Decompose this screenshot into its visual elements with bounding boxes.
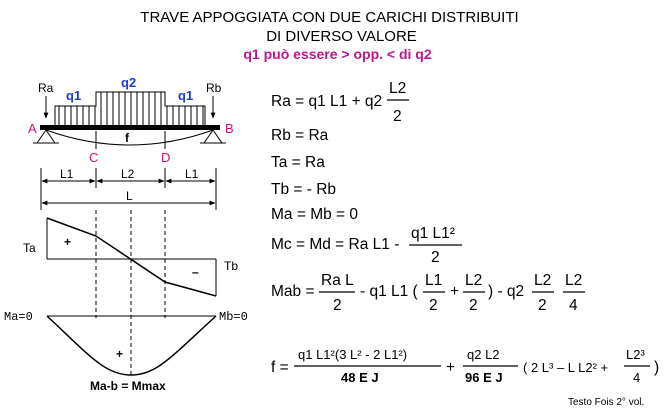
- reaction-label-a: Ra: [38, 81, 54, 95]
- formula-mab-f4-den: 2: [538, 297, 547, 314]
- deflection-curve: [46, 130, 213, 145]
- formula-mab-f2-den: 2: [429, 297, 438, 314]
- footnote: Testo Fois 2° vol.: [568, 397, 645, 408]
- formula-tb: Tb = - Rb: [271, 181, 337, 198]
- formula-mc-den: 2: [431, 249, 440, 266]
- formula-mab-mid: - q1 L1 (: [360, 283, 418, 300]
- moment-plus: +: [116, 347, 124, 361]
- deflection-label: f: [125, 131, 129, 145]
- formula-f-paren: ( 2 L³ – L L2² +: [523, 360, 609, 375]
- formula-f-t2-num: q2 L2: [467, 347, 500, 362]
- formula-mab-f5-den: 4: [569, 297, 578, 314]
- subtitle: q1 può essere > opp. < di q2: [243, 46, 432, 62]
- shear-label-a: Ta: [23, 241, 36, 255]
- formula-f-plus: +: [446, 359, 456, 376]
- formula-ra-num: L2: [389, 80, 407, 97]
- point-label-c: C: [89, 150, 99, 165]
- shear-minus: –: [192, 265, 199, 279]
- support-label-b: B: [225, 121, 234, 136]
- point-label-d: D: [161, 150, 171, 165]
- formula-mab-f2-num: L1: [425, 272, 443, 289]
- formula-f-t3-num: L2³: [626, 347, 645, 362]
- shear-plus: +: [64, 235, 72, 249]
- formula-ma-mb: Ma = Mb = 0: [271, 206, 359, 223]
- dimension-l1-right: L1: [185, 167, 199, 181]
- formula-mab-f3-den: 2: [469, 297, 478, 314]
- load-label-q2: q2: [121, 75, 137, 90]
- formula-ra-den: 2: [393, 108, 402, 125]
- beam: [40, 125, 220, 130]
- title-line-1: TRAVE APPOGGIATA CON DUE CARICHI DISTRIBUITI: [140, 9, 519, 26]
- formula-mc-num: q1 L1²: [411, 225, 455, 242]
- moment-max-label: Ma-b = Mmax: [90, 379, 166, 393]
- formula-mab-f5-num: L2: [565, 272, 583, 289]
- dimension-total: L: [126, 189, 133, 203]
- moment-label-b: Mb=0: [219, 310, 248, 324]
- formula-mab-plus: +: [450, 283, 460, 300]
- shear-label-b: Tb: [224, 259, 239, 273]
- formula-f-close: ): [654, 359, 660, 376]
- dimension-l1-left: L1: [60, 167, 74, 181]
- title-line-2: DI DIVERSO VALORE: [266, 28, 417, 45]
- dimension-l2: L2: [121, 167, 135, 181]
- support-label-a: A: [28, 121, 37, 136]
- formula-f-t1-num: q1 L1²(3 L² - 2 L1²): [298, 347, 408, 362]
- load-label-q1-right: q1: [178, 88, 194, 103]
- reaction-label-b: Rb: [206, 81, 222, 95]
- formula-f-t1-den: 48 E J: [341, 370, 379, 385]
- shear-curve: [47, 218, 216, 296]
- formula-mab: Mab =: [271, 283, 315, 300]
- load-label-q1-left: q1: [66, 88, 82, 103]
- formula-f-t3-den: 4: [633, 370, 641, 385]
- formula-rb: Rb = Ra: [271, 127, 329, 144]
- formula-mab-f3-num: L2: [465, 272, 483, 289]
- guide-lines: [96, 210, 165, 378]
- moment-label-a: Ma=0: [4, 310, 33, 324]
- formula-mc: Mc = Md = Ra L1 -: [271, 236, 400, 253]
- formula-mab-f4-num: L2: [534, 272, 552, 289]
- formula-mab-close: ) - q2: [488, 283, 525, 300]
- formula-f-t2-den: 96 E J: [465, 370, 503, 385]
- formula-ra: Ra = q1 L1 + q2: [271, 93, 383, 110]
- formula-f-lhs: f =: [271, 359, 289, 376]
- formula-ta: Ta = Ra: [271, 154, 325, 171]
- formula-mab-f1-num: Ra L: [321, 272, 354, 289]
- formula-mab-f1-den: 2: [333, 297, 342, 314]
